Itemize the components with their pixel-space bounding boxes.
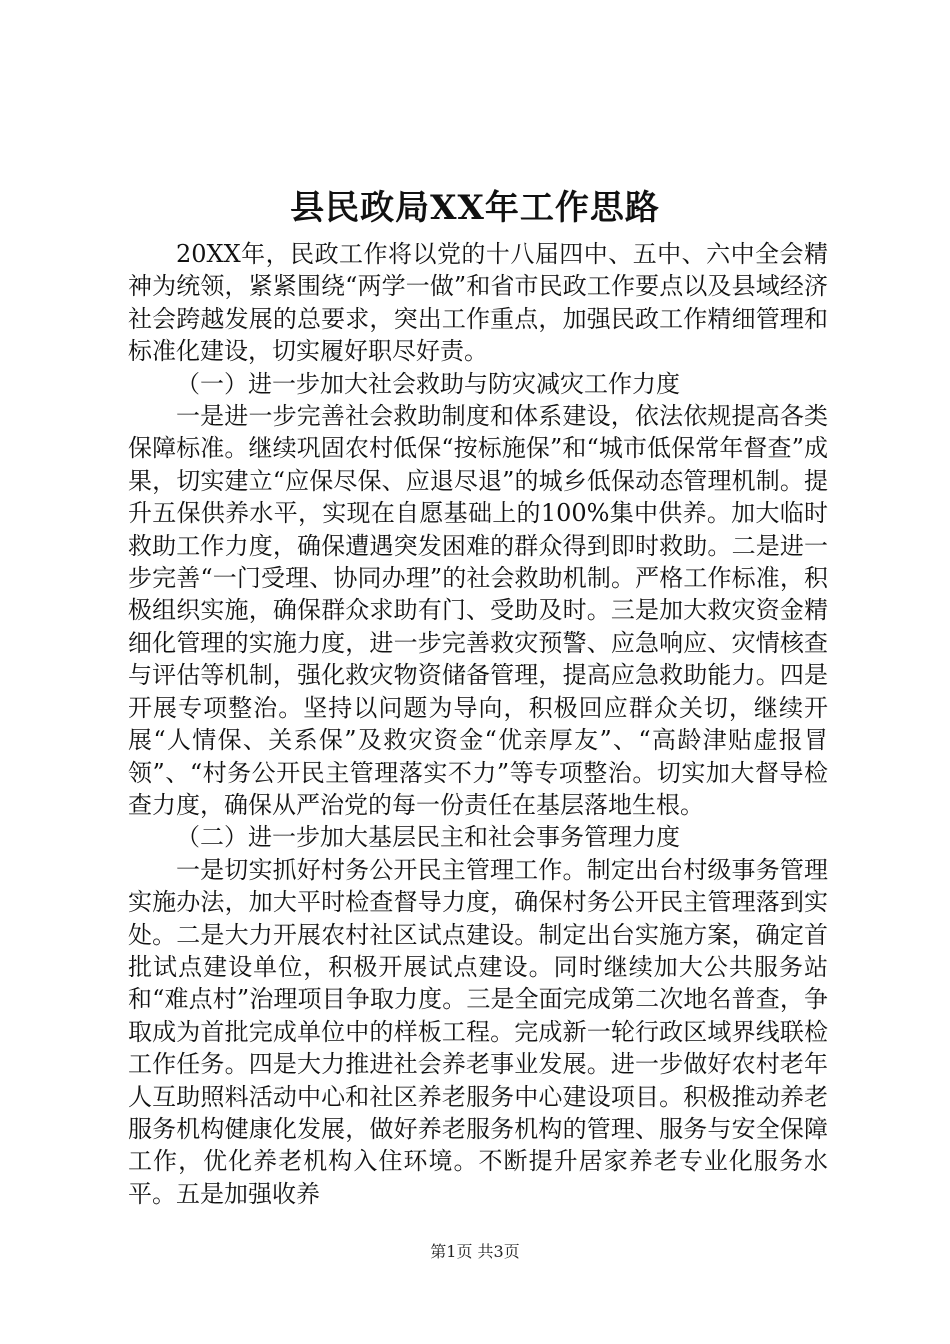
- document-body: [128, 238, 828, 1210]
- page-footer: 第1页 共3页: [430, 1242, 520, 1261]
- paragraph-section-2: 一是切实抓好村务公开民主管理工作。制定出台村级事务管理实施办法，加大平时检查督导力度，确保村务公开民主管理落到实处。二是大力开展农村社区试点建设。制定出台实施方案，确定首批试点建设单位，积极开展试点建设。同时继续加大公共服务站和“难点村”治理项目争取力度。三是全面完成第二次地名普查，争取成为首批完成单位中的样板工程。完成新一轮行政区域界线联检工作任务。四是大力推进社会养老事业发展。进一步做好农村老年人互助照料活动中心和社区养老服务中心建设项目。积极推动养老服务机构健康化发展，做好养老服务机构的管理、服务与安全保障工作，优化养老机构入住环境。不断提升居家养老专业化服务水平。五是加强收养: [128, 855, 828, 1208]
- section-heading-1: （一）进一步加大社会救助与防灾减灾工作力度: [176, 369, 680, 398]
- document-title: 县民政局XX年工作思路: [290, 188, 660, 228]
- paragraph-section-1: 一是进一步完善社会救助制度和体系建设，依法依规提高各类保障标准。继续巩固农村低保“按标施保”和“城市低保常年督查”成果，切实建立“应保尽保、应退尽退”的城乡低保动态管理机制。提升五保供养水平，实现在自愿基础上的100%集中供养。加大临时救助工作力度，确保遭遇突发困难的群众得到即时救助。二是进一步完善“一门受理、协同办理”的社会救助机制。严格工作标准，积极组织实施，确保群众求助有门、受助及时。三是加大救灾资金精细化管理的实施力度，进一步完善救灾预警、应急响应、灾情核查与评估等机制，强化救灾物资储备管理，提高应急救助能力。四是开展专项整治。坚持以问题为导向，积极回应群众关切，继续开展“人情保、关系保”及救灾资金“优亲厚友”、“高龄津贴虚报冒领”、“村务公开民主管理落实不力”等专项整治。切实加大督导检查力度，确保从严治党的每一份责任在基层落地生根。: [128, 402, 828, 819]
- section-heading-2: （二）进一步加大基层民主和社会事务管理力度: [176, 823, 680, 852]
- paragraph-intro: 20XX年，民政工作将以党的十八届四中、五中、六中全会精神为统领，紧紧围绕“两学一做”和省市民政工作要点以及县域经济社会跨越发展的总要求，突出工作重点，加强民政工作精细管理和标准化建设，切实履好职尽好责。: [128, 240, 828, 366]
